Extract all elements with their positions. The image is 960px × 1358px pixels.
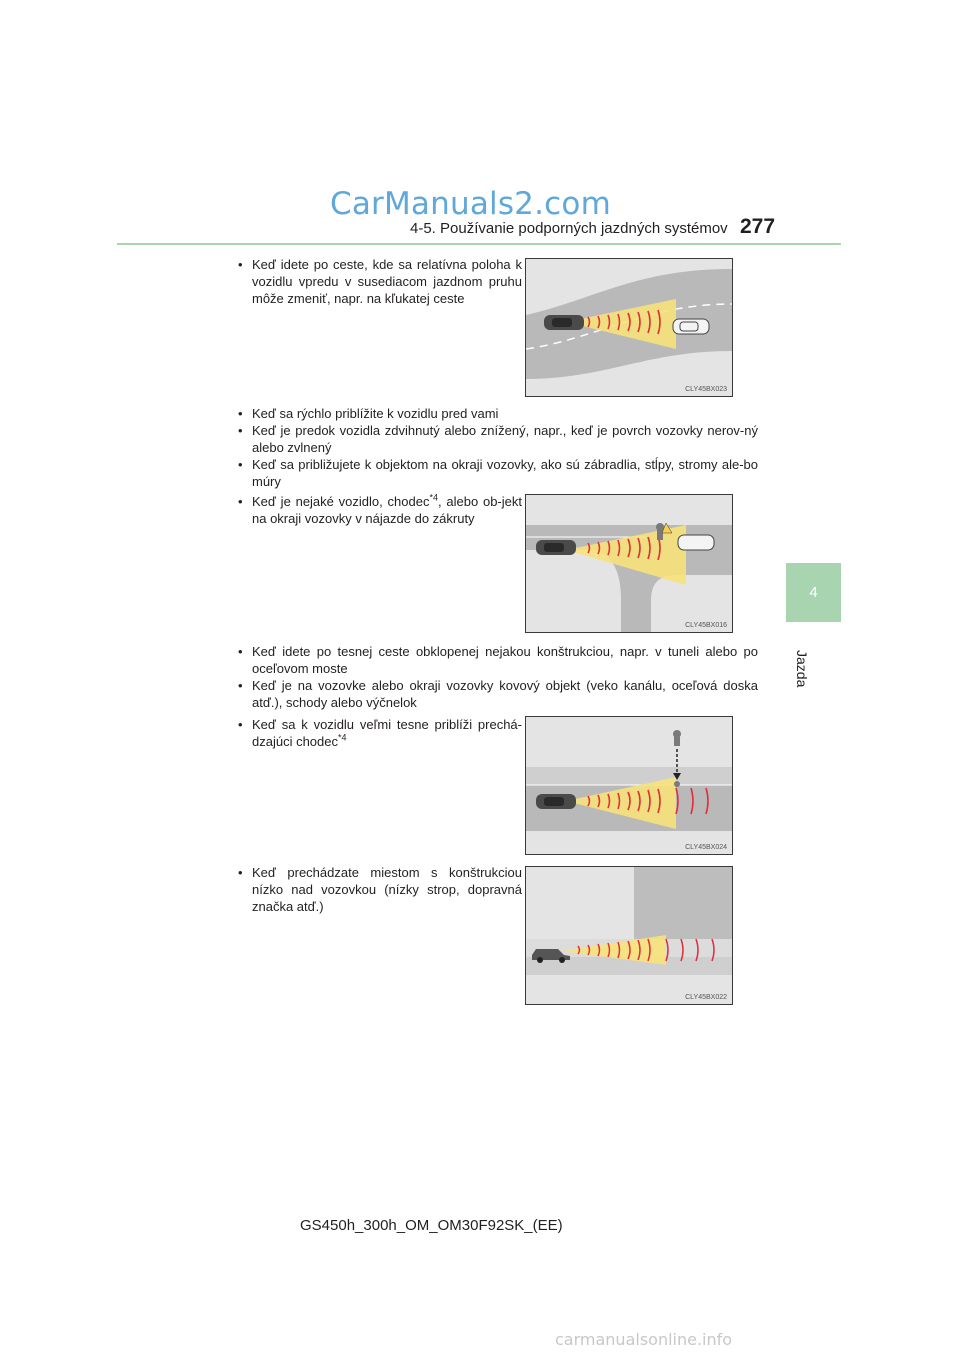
item-text: Keď je na vozovke alebo okraji vozovky kovový objekt (veko kanálu, oceľová doska atď.), schody alebo výčnelok: [252, 678, 758, 710]
bullet: •: [238, 423, 243, 438]
item-text: Keď je nejaké vozidlo, chodec: [252, 494, 430, 509]
illustration-crossing-pedestrian: [525, 716, 733, 855]
list-item: [238, 643, 758, 677]
bullet: •: [238, 494, 243, 509]
bullet: •: [238, 865, 243, 880]
bullet: •: [238, 406, 243, 421]
list-item: [238, 405, 758, 422]
item-text: Keď idete po tesnej ceste obklopenej nejakou konštrukciou, napr. v tuneli alebo po oceľovom moste: [252, 644, 758, 676]
list-item: [238, 677, 758, 711]
footer-model-code: GS450h_300h_OM_OM30F92SK_(EE): [300, 1217, 563, 1234]
figure-code: CLY45BX016: [685, 622, 727, 629]
watermark-carmanualsonline: carmanualsonline.info: [555, 1330, 733, 1349]
overhead-structure-drawing: [526, 867, 732, 1004]
list-item: [238, 716, 522, 750]
bullet: •: [238, 717, 243, 732]
header-section-title: 4-5. Používanie podporných jazdných systémov: [410, 220, 728, 237]
chapter-tab: 4: [786, 563, 841, 622]
curve-entry-drawing: [526, 495, 732, 632]
page-number: 277: [740, 215, 776, 238]
item-text-cont: , alebo ob-jekt na okraji vozovky v nájazde do zákruty: [252, 494, 522, 526]
list-item: [238, 256, 522, 307]
figure-code: CLY45BX023: [685, 386, 727, 393]
list-item: [238, 493, 522, 527]
bullet: •: [238, 257, 243, 272]
figure-code: CLY45BX022: [685, 994, 727, 1001]
bullet: •: [238, 457, 243, 472]
bullet: •: [238, 678, 243, 693]
item-text: Keď sa približujete k objektom na okraji vozovky, ako sú zábradlia, stĺpy, stromy ale-bo múry: [252, 457, 758, 489]
footnote-marker: *4: [338, 732, 347, 743]
chapter-label: Jazda: [794, 650, 810, 688]
footnote-marker: *4: [429, 492, 438, 503]
illustration-overhead-structure: [525, 866, 733, 1005]
item-text: Keď prechádzate miestom s konštrukciou nízko nad vozovkou (nízky strop, dopravná značka atď.): [252, 865, 522, 914]
curved-road-drawing: [526, 259, 732, 396]
crossing-pedestrian-drawing: [526, 717, 732, 854]
list-item: [238, 456, 758, 490]
header-rule: [117, 243, 841, 245]
bullet: •: [238, 644, 243, 659]
item-text: Keď idete po ceste, kde sa relatívna poloha k vozidlu vpredu v susediacom jazdnom pruhu môže zmeniť, napr. na kľukatej ceste: [252, 257, 522, 306]
item-text: Keď sa k vozidlu veľmi tesne priblíži prechá-dzajúci chodec: [252, 717, 522, 749]
watermark-carmanuals2: CarManuals2.com: [330, 186, 611, 222]
item-text: Keď sa rýchlo priblížite k vozidlu pred vami: [252, 406, 499, 421]
illustration-curved-road: [525, 258, 733, 397]
list-item: [238, 864, 522, 915]
figure-code: CLY45BX024: [685, 844, 727, 851]
item-text: Keď je predok vozidla zdvihnutý alebo znížený, napr., keď je povrch vozovky nerov-ný alebo zvlnený: [252, 423, 758, 455]
illustration-curve-entry: [525, 494, 733, 633]
list-item: [238, 422, 758, 456]
